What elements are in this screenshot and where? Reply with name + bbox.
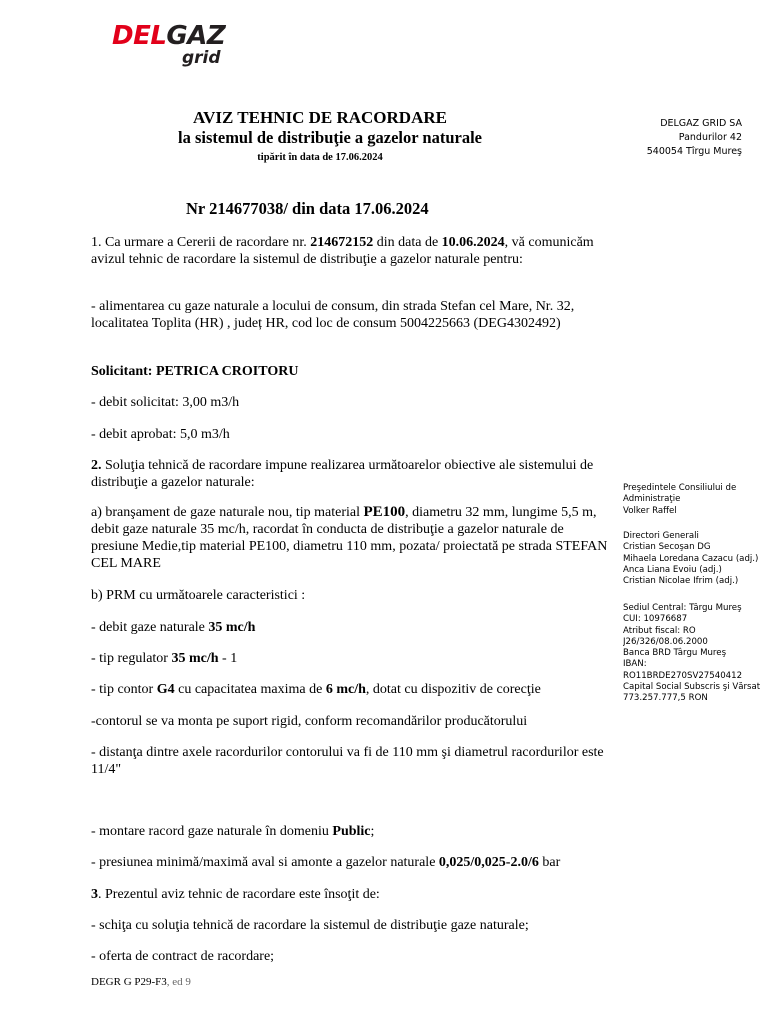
document-subtitle: la sistemul de distribuţie a gazelor naturale <box>177 128 482 147</box>
delgaz-grid-logo <box>112 21 226 68</box>
sidebar-company-info: Sediul Central: Târgu Mureş CUI: 10976687 Atribut fiscal: RO J26/326/08.06.2000 Banca BRD Târgu Mureş IBAN: RO11BRDE270SV27540412 Capital Social Subscris şi Vărsat 773.257.777,5 RON <box>623 603 761 704</box>
section2-item-a: a) branşament de gaze naturale nou, tip material PE100, diametru 32 mm, lungime 5,5 m, debit gaze naturale 35 mc/h, racordat în conducta de distribuţie a gazelor naturale de presiune Medie,tip material PE100, diametru 110 mm, pozata/ proiectată pe strada STEFAN CEL MARE <box>91 504 608 571</box>
section2-intro: 2. Soluţia tehnică de racordare impune realizarea următoarelor obiective ale sistemului de distribuţie a gazelor naturale: <box>91 458 594 490</box>
section1-intro: 1. Ca urmare a Cererii de racordare nr. 214672152 din data de 10.06.2024, vă comunicăm avizul tehnic de racordare la sistemul de distribuţie a gazelor naturale pentru: <box>91 235 594 267</box>
connector-distance: - distanţa dintre axele racordurilor contorului va fi de 110 mm şi diametrul racordurilor este 11/4" <box>91 745 604 777</box>
flow-approved: - debit aprobat: 5,0 m3/h <box>91 427 230 442</box>
attachment-offer: - oferta de contract de racordare; <box>91 949 275 964</box>
connection-domain: - montare racord gaze naturale în domeniu Public; <box>91 824 375 839</box>
branch-material: PE100 <box>363 504 406 520</box>
logo-text-gaz: GAZ <box>166 21 226 51</box>
request-number: 214672152 <box>310 235 374 250</box>
print-date: tipărit în data de 17.06.2024 <box>257 152 383 163</box>
applicant: Solicitant: PETRICA CROITORU <box>91 364 299 379</box>
regulator-type: - tip regulator 35 mc/h - 1 <box>91 651 238 666</box>
company-name: DELGAZ GRID SA <box>660 118 742 129</box>
section3-intro: 3. Prezentul aviz tehnic de racordare este însoţit de: <box>91 887 380 902</box>
document-number: Nr 214677038/ din data 17.06.2024 <box>186 199 429 218</box>
meter-mounting: -contorul se va monta pe suport rigid, conform recomandărilor producătorului <box>91 714 528 729</box>
flow-requested: - debit solicitat: 3,00 m3/h <box>91 395 240 410</box>
document-title: AVIZ TEHNIC DE RACORDARE <box>193 108 447 127</box>
section2-item-b: b) PRM cu următoarele caracteristici : <box>91 588 306 603</box>
logo-text-grid: grid <box>182 48 221 68</box>
company-address-block <box>647 117 742 159</box>
company-street: Pandurilor 42 <box>678 132 742 143</box>
consumption-location: - alimentarea cu gaze naturale a locului de consum, din strada Stefan cel Mare, Nr. 32, localitatea Toplita (HR) , județ HR, cod loc de consum 5004225663 (DEG4302492) <box>91 299 575 331</box>
meter-type: - tip contor G4 cu capacitatea maxima de 6 mc/h, dotat cu dispozitiv de corecţie <box>91 682 541 697</box>
prm-flow: - debit gaze naturale 35 mc/h <box>91 620 256 635</box>
request-date: 10.06.2024 <box>441 235 505 250</box>
document-code: DEGR G P29-F3, ed 9 <box>91 976 191 988</box>
sidebar-president: Preşedintele Consiliului de Administraţie Volker Raffel <box>623 483 737 516</box>
logo-text-del: DEL <box>112 21 167 51</box>
pressure-range: - presiunea minimă/maximă aval si amonte a gazelor naturale 0,025/0,025-2.0/6 bar <box>91 855 561 870</box>
sidebar-directors: Directori Generali Cristian Secoşan DG Mihaela Loredana Cazacu (adj.) Anca Liana Evoiu (adj.) Cristian Nicolae Ifrim (adj.) <box>623 531 759 587</box>
attachment-sketch: - schiţa cu soluţia tehnică de racordare la sistemul de distribuţie gaze naturale; <box>91 918 529 933</box>
company-city: 540054 Tîrgu Mureş <box>646 146 742 157</box>
